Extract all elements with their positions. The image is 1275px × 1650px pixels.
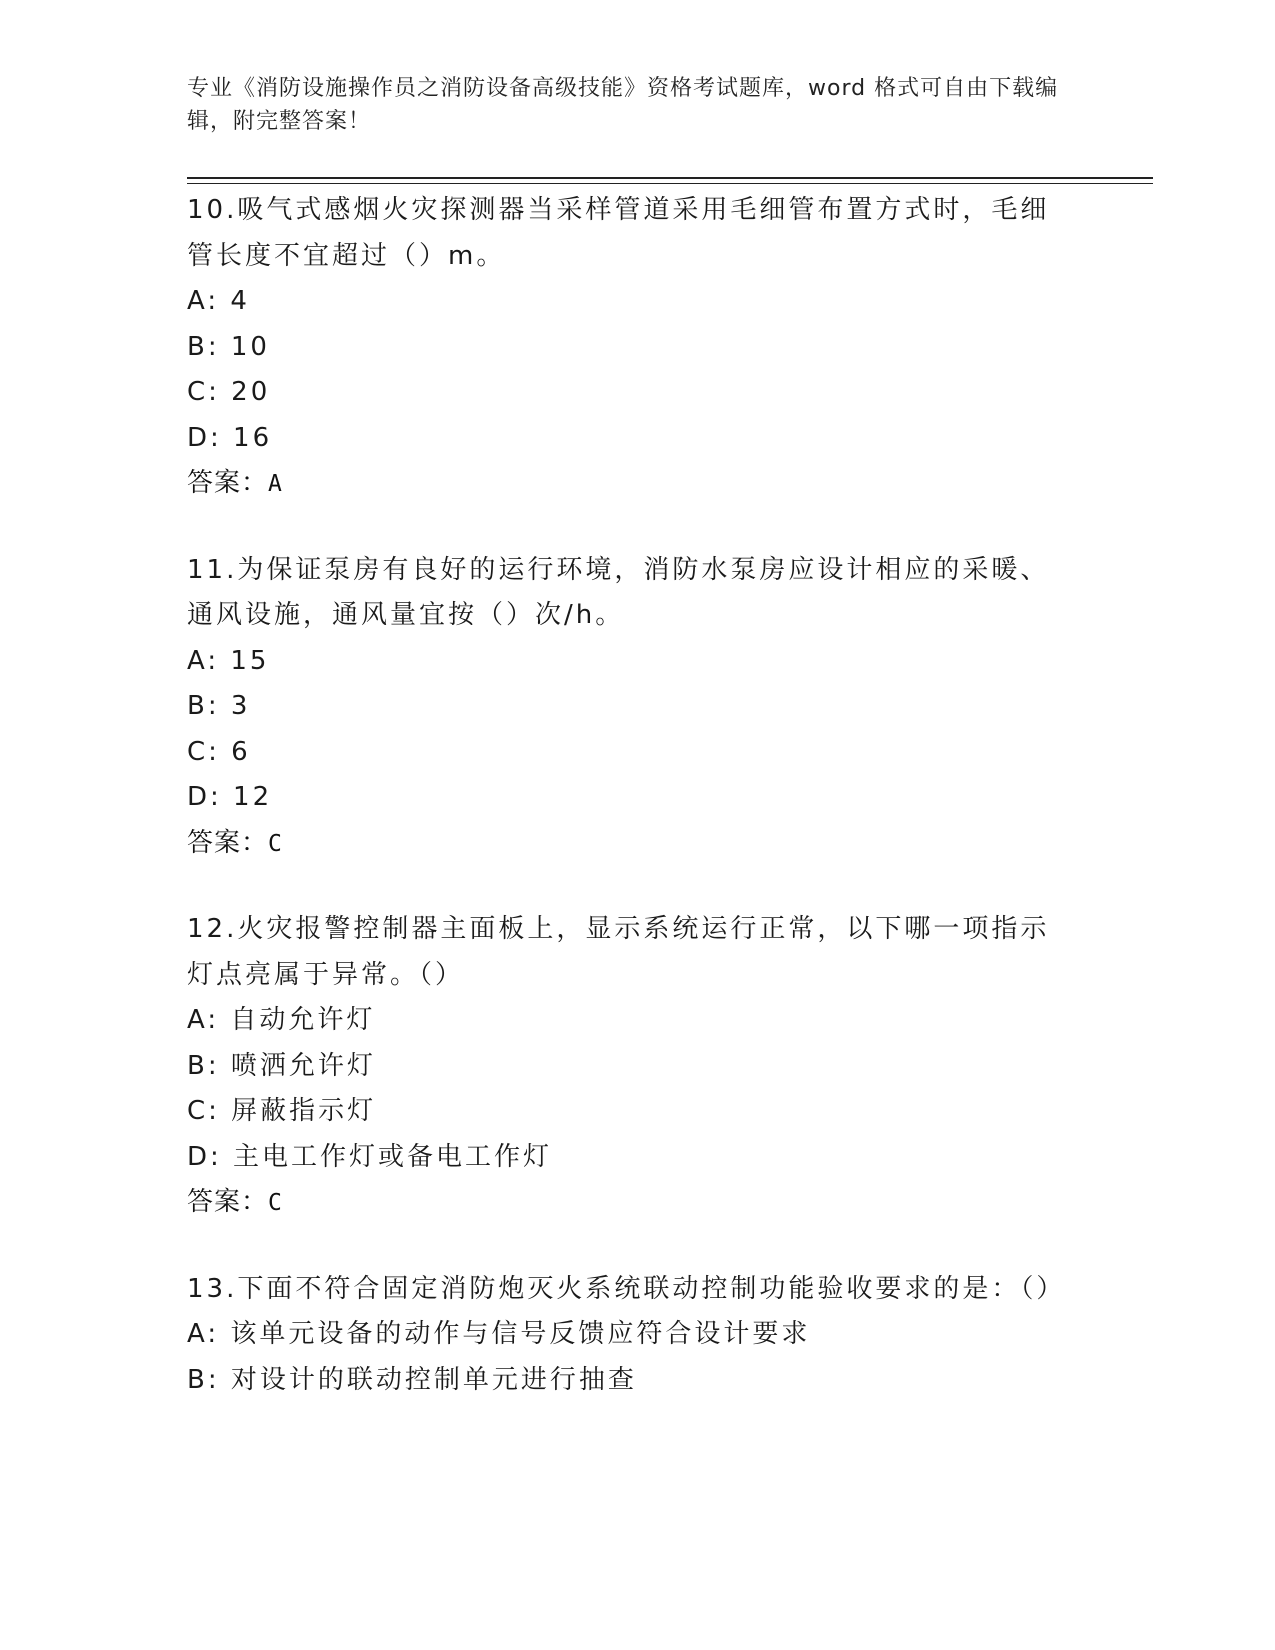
- option-b: B: 10: [187, 331, 270, 362]
- option-c: C: 20: [187, 377, 271, 407]
- option-c: C: 6: [187, 736, 251, 767]
- question-stem: 11.为保证泵房有良好的运行环境，消防水泵房应设计相应的采暖、通风设施，通风量宜按（）次/h。: [187, 554, 1050, 630]
- header-rule-thick: [187, 177, 1153, 179]
- answer-value: A: [268, 471, 283, 497]
- answer-line: [187, 1180, 1087, 1227]
- option-b: B: 喷洒允许灯: [187, 1050, 376, 1081]
- question-list: [187, 188, 1087, 1443]
- answer-label: 答案：: [187, 827, 269, 858]
- question-13: [187, 1267, 1087, 1404]
- option-a: A: 自动允许灯: [187, 1005, 376, 1035]
- question-10: [187, 188, 1087, 508]
- option-a: A: 15: [187, 645, 270, 676]
- answer-label: 答案：: [187, 468, 269, 498]
- option-d: D: 主电工作灯或备电工作灯: [187, 1141, 553, 1172]
- document-header: 专业《消防设施操作员之消防设备高级技能》资格考试题库，word 格式可自由下载编辑，附完整答案！: [187, 76, 1059, 134]
- question-12: [187, 907, 1087, 1227]
- answer-label: 答案：: [187, 1187, 269, 1217]
- answer-value: C: [268, 1190, 283, 1216]
- question-stem: 13.下面不符合固定消防炮灭火系统联动控制功能验收要求的是：（）: [187, 1273, 1066, 1304]
- header-rule-thin: [187, 183, 1153, 184]
- answer-line: [187, 461, 1087, 508]
- option-b: B: 对设计的联动控制单元进行抽查: [187, 1364, 637, 1395]
- option-c: C: 屏蔽指示灯: [187, 1096, 377, 1126]
- option-a: A: 4: [187, 286, 250, 316]
- answer-line: [187, 821, 1087, 868]
- option-d: D: 12: [187, 782, 273, 812]
- question-stem: 12.火灾报警控制器主面板上，显示系统运行正常，以下哪一项指示灯点亮属于异常。（）: [187, 914, 1050, 990]
- option-b: B: 3: [187, 691, 251, 721]
- option-d: D: 16: [187, 422, 273, 453]
- answer-value: C: [268, 830, 283, 857]
- question-11: [187, 548, 1087, 868]
- option-a: A: 该单元设备的动作与信号反馈应符合设计要求: [187, 1319, 811, 1349]
- question-stem: 10.吸气式感烟火灾探测器当采样管道采用毛细管布置方式时，毛细管长度不宜超过（）m。: [187, 195, 1050, 271]
